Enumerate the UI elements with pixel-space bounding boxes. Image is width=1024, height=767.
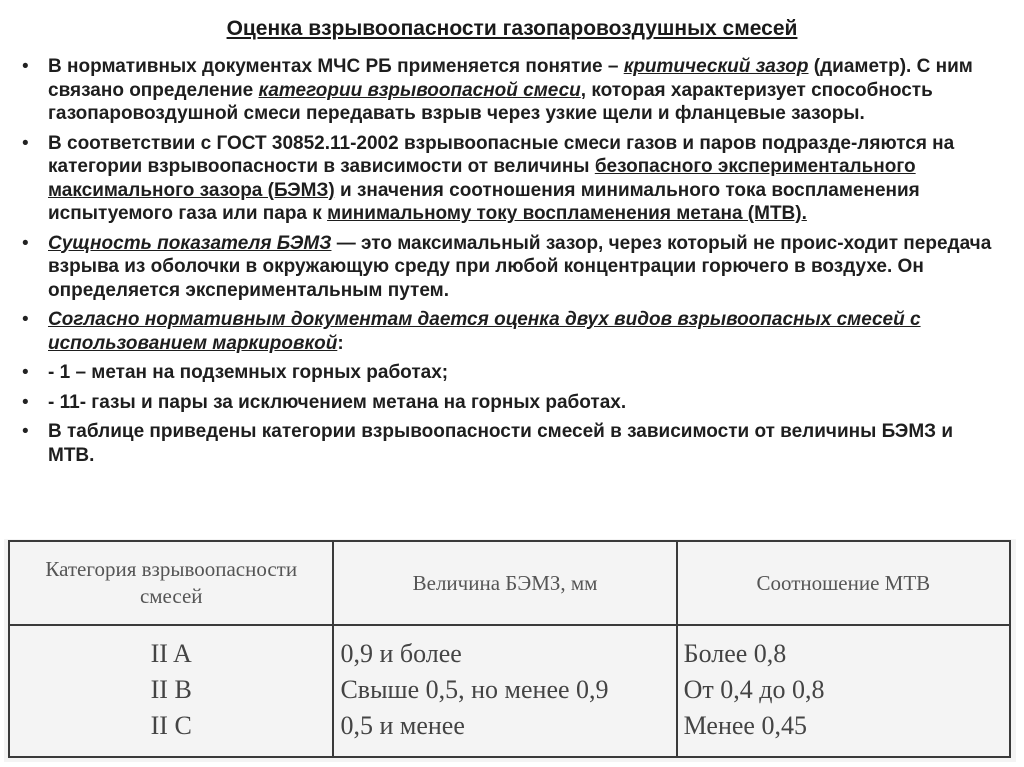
bullet-text: В соответствии с ГОСТ 30852.11-2002 взрывоопасные смеси газов и паров подразде-ляются на категории взрывоопасности в зависимости от величины	[48, 132, 955, 177]
category-value: II B	[150, 675, 192, 704]
explosion-category-table	[8, 540, 1011, 758]
bullet-list	[22, 55, 997, 473]
bullet-text: В нормативных документах МЧС РБ применяется понятие –	[48, 56, 624, 77]
bullet-item	[22, 420, 997, 467]
table-row	[9, 625, 1010, 757]
bullet-text: - 11- газы и пары за исключением метана на горных работах.	[48, 391, 627, 413]
category-value: II A	[150, 639, 192, 668]
term-mixture-category: категории взрывоопасной смеси	[258, 79, 581, 101]
bullet-text: и значения соотношения минимального тока воспламенения испытуемого газа или пара к	[48, 179, 920, 224]
bemz-value: 0,9 и более	[340, 639, 462, 668]
mtv-cell	[677, 625, 1010, 757]
bullet-text: - 1 – метан на подземных горных работах;	[48, 362, 449, 383]
bemz-cell	[333, 625, 676, 757]
term-bemz-essence: Сущность показателя БЭМЗ	[48, 232, 332, 254]
bullet-text: В таблице приведены категории взрывоопасности смесей в зависимости от величины БЭМЗ и МТВ.	[48, 421, 954, 466]
bullet-item	[22, 391, 997, 415]
term-mtv: минимальному току воспламенения метана (МТВ).	[327, 203, 807, 224]
bullet-item	[22, 308, 997, 355]
bullet-marker: •	[22, 421, 29, 442]
mtv-value: Более 0,8	[683, 639, 787, 668]
bullet-text: :	[337, 332, 344, 354]
bullet-marker: •	[22, 309, 29, 330]
bullet-item	[22, 132, 997, 226]
term-bemz: безопасного экспериментального максимального зазора (БЭМЗ)	[48, 156, 916, 201]
mtv-value: От 0,4 до 0,8	[683, 675, 825, 704]
category-cell	[9, 625, 333, 757]
bullet-item	[22, 55, 997, 126]
bullet-text: — это максимальный зазор, через который не проис-ходит передача взрыва из оболочки в окружающую среду при любой концентрации горючего в воздухе. Он определяется экспериментальным путем.	[48, 232, 992, 301]
column-header-bemz: Величина БЭМЗ, мм	[333, 541, 676, 625]
column-header-category: Категория взрывоопасности смесей	[9, 541, 333, 625]
bullet-marker: •	[22, 391, 29, 413]
bemz-value: 0,5 и менее	[340, 711, 465, 740]
bullet-item	[22, 232, 997, 303]
bullet-marker: •	[22, 232, 29, 254]
bullet-text: , которая характеризует способность газопаровоздушной смеси передавать взрыв через узкие щели и фланцевые зазоры.	[48, 79, 933, 124]
table-image	[4, 539, 1016, 762]
term-normative-docs: Согласно нормативным документам дается оценка двух видов взрывоопасных смесей с использованием маркировкой	[48, 309, 921, 354]
term-critical-gap: критический зазор	[623, 56, 809, 77]
bemz-value: Свыше 0,5, но менее 0,9	[340, 675, 609, 704]
category-value: II C	[150, 711, 192, 740]
bullet-marker: •	[22, 362, 29, 383]
table-header-row	[9, 541, 1010, 625]
bullet-marker: •	[22, 56, 29, 77]
mtv-value: Менее 0,45	[683, 711, 807, 740]
slide-title: Оценка взрывоопасности газопаровоздушных смесей	[226, 17, 798, 40]
bullet-item	[22, 361, 997, 385]
bullet-marker: •	[22, 132, 29, 154]
bullet-text: (диаметр). С ним связано определение	[48, 56, 973, 101]
column-header-mtv: Соотношение МТВ	[677, 541, 1010, 625]
